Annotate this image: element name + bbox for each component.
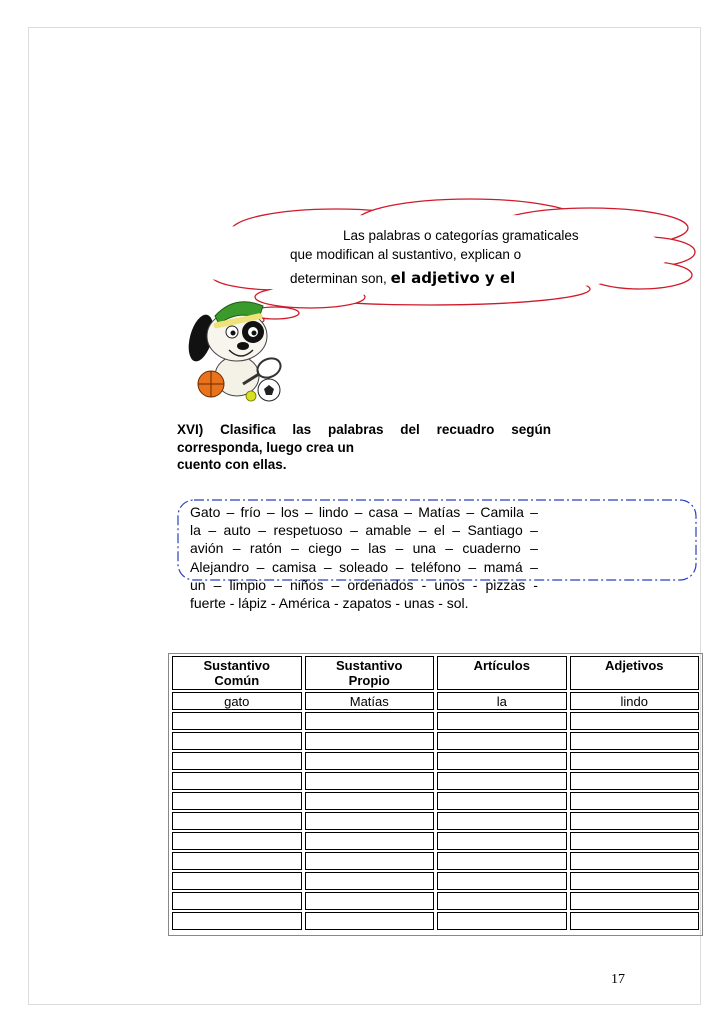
table-cell-empty[interactable] [570,772,700,790]
word: ratón [249,540,282,557]
word: niños [290,576,324,593]
table-cell-empty[interactable] [305,792,435,810]
word-separator: – [530,558,538,575]
instruction-word: recuadro [436,422,495,437]
word-separator: – [226,504,235,520]
table-row [172,872,699,890]
dog-nose [237,342,249,350]
word-separator: – [351,540,359,557]
word-line [190,539,538,557]
word-separator: – [208,522,217,539]
table-cell-empty[interactable] [437,752,567,770]
word-separator: – [530,540,538,557]
instruction-word: palabras [327,422,384,437]
table-cell-empty[interactable] [305,772,435,790]
table-cell-empty[interactable] [437,912,567,930]
instruction-word: del [400,422,420,437]
word: mamá [483,558,523,575]
table-cell-empty[interactable] [172,892,302,910]
word-separator: – [291,540,299,557]
table-cell-empty[interactable] [437,832,567,850]
table-cell-empty[interactable] [570,712,700,730]
page-number: 17 [611,972,625,987]
word-separator: – [213,576,222,593]
dog-pupil-right [252,331,257,336]
word: un [190,576,206,593]
table-header-row [172,656,699,690]
table-cell-empty[interactable] [172,912,302,930]
table-cell-empty[interactable] [305,892,435,910]
word-separator: – [274,576,282,593]
word-separator: – [530,504,538,520]
table-cell-empty[interactable] [172,832,302,850]
word-separator: – [468,558,477,575]
header-sustantivo-propio: Sustantivo Propio [305,656,435,690]
word-separator: - [472,576,478,593]
word: amable [365,522,412,539]
table-row-example [172,692,699,710]
instruction-text [177,421,551,474]
word: ordenados [347,576,414,593]
table-cell-empty[interactable] [570,792,700,810]
word: el [433,522,445,539]
table-cell[interactable]: Matías [305,692,435,710]
table-row [172,912,699,930]
word-separator: – [232,540,241,557]
instruction-word: según [511,422,551,437]
cloud-text-line1: Las palabras o categorías gramaticales [343,228,579,243]
table-row [172,832,699,850]
table-cell-empty[interactable] [437,892,567,910]
table-cell-empty[interactable] [437,792,567,810]
word-separator: – [452,522,461,539]
word-separator: - [533,576,538,593]
word-separator: – [266,504,275,520]
word-line [190,576,538,594]
word: camisa [271,558,317,575]
word-line [190,558,538,576]
word: avión [190,540,224,557]
table-cell-empty[interactable] [172,772,302,790]
table-cell-empty[interactable] [172,732,302,750]
word: frío [240,504,261,520]
table-cell-empty[interactable] [305,832,435,850]
word: unos [434,576,465,593]
word: los [280,504,299,520]
table-row [172,852,699,870]
word: auto [223,522,251,539]
table-cell-empty[interactable] [305,872,435,890]
word-line [190,521,538,539]
word: una [412,540,436,557]
word-separator: – [258,522,267,539]
instruction-line3: cuento con ellas. [177,457,287,472]
word-separator: - [421,576,427,593]
word-separator: – [466,504,475,520]
word-separator: – [404,504,413,520]
table-cell-empty[interactable] [437,852,567,870]
table-cell-empty[interactable] [437,812,567,830]
table-cell-empty[interactable] [305,732,435,750]
table-cell-empty[interactable] [437,872,567,890]
dog-mascot-illustration [185,288,295,403]
table-cell-empty[interactable] [305,752,435,770]
table-cell-empty[interactable] [570,832,700,850]
table-cell-empty[interactable] [570,912,700,930]
cloud-text-line3 [290,269,515,288]
table-cell-empty[interactable] [570,872,700,890]
table-cell-empty[interactable] [305,852,435,870]
table-cell-empty[interactable] [437,712,567,730]
table-cell-empty[interactable] [570,892,700,910]
table-cell-empty[interactable] [172,852,302,870]
word: fuerte - lápiz - América - zapatos - unas - sol. [190,595,469,612]
word: cuaderno [462,540,521,557]
word: las [368,540,387,557]
table-row [172,772,699,790]
word-separator: – [350,522,358,539]
word-separator: – [445,540,454,557]
header-articulos: Artículos [437,656,567,690]
word-separator: – [395,558,404,575]
word: Camila [480,504,524,520]
table-cell-empty[interactable] [305,812,435,830]
table-cell-empty[interactable] [437,732,567,750]
table-cell-empty[interactable] [172,792,302,810]
word-separator: – [530,522,538,539]
header-sustantivo-comun: Sustantivo Común [172,656,302,690]
word-line [190,594,538,612]
table-cell-empty[interactable] [437,772,567,790]
instruction-line1 [177,421,551,439]
word: Gato [190,504,221,520]
word: lindo [318,504,349,520]
word-separator: – [323,558,332,575]
classification-table-frame [168,653,703,936]
table-cell-empty[interactable] [172,812,302,830]
word-separator: – [395,540,404,557]
word: ciego [308,540,342,557]
table-cell-empty[interactable] [305,712,435,730]
word-box [190,503,538,612]
word-separator: – [331,576,340,593]
instruction-word: Clasifica [220,422,276,437]
header-adjetivos: Adjetivos [570,656,700,690]
word: Santiago [467,522,523,539]
word-separator: – [354,504,363,520]
word: Matías [418,504,461,520]
word: respetuoso [273,522,343,539]
word: pizzas [485,576,526,593]
table-cell-empty[interactable] [570,752,700,770]
word: la [190,522,201,539]
table-row [172,752,699,770]
table-cell-empty[interactable] [570,732,700,750]
classification-table [169,654,702,932]
word: teléfono [411,558,461,575]
table-cell[interactable]: gato [172,692,302,710]
word-separator: – [256,558,265,575]
table-cell-empty[interactable] [172,712,302,730]
cloud-text-bold: el adjetivo y el [390,269,516,287]
table-row [172,812,699,830]
table-row [172,732,699,750]
word: casa [368,504,399,520]
word-separator: – [304,504,313,520]
dog-pupil-left [231,331,236,336]
word: limpio [229,576,267,593]
word-line [190,503,538,521]
instruction-line2: corresponda, luego crea un [177,439,355,455]
tennis-ball [246,391,256,401]
table-cell-empty[interactable] [570,852,700,870]
table-row [172,792,699,810]
cloud-text-plain: determinan son, [290,271,387,286]
table-cell-empty[interactable] [305,912,435,930]
instruction-word: las [292,422,312,437]
table-row [172,712,699,730]
table-cell-empty[interactable] [172,872,302,890]
table-row [172,892,699,910]
table-cell[interactable]: la [437,692,567,710]
table-cell-empty[interactable] [570,812,700,830]
word: soleado [339,558,389,575]
word: Alejandro [190,558,250,575]
table-cell-empty[interactable] [172,752,302,770]
word-separator: – [418,522,427,539]
cloud-text-line2: que modifican al sustantivo, explican o [290,247,522,262]
table-cell[interactable]: lindo [570,692,700,710]
instruction-word: XVI) [177,422,204,437]
